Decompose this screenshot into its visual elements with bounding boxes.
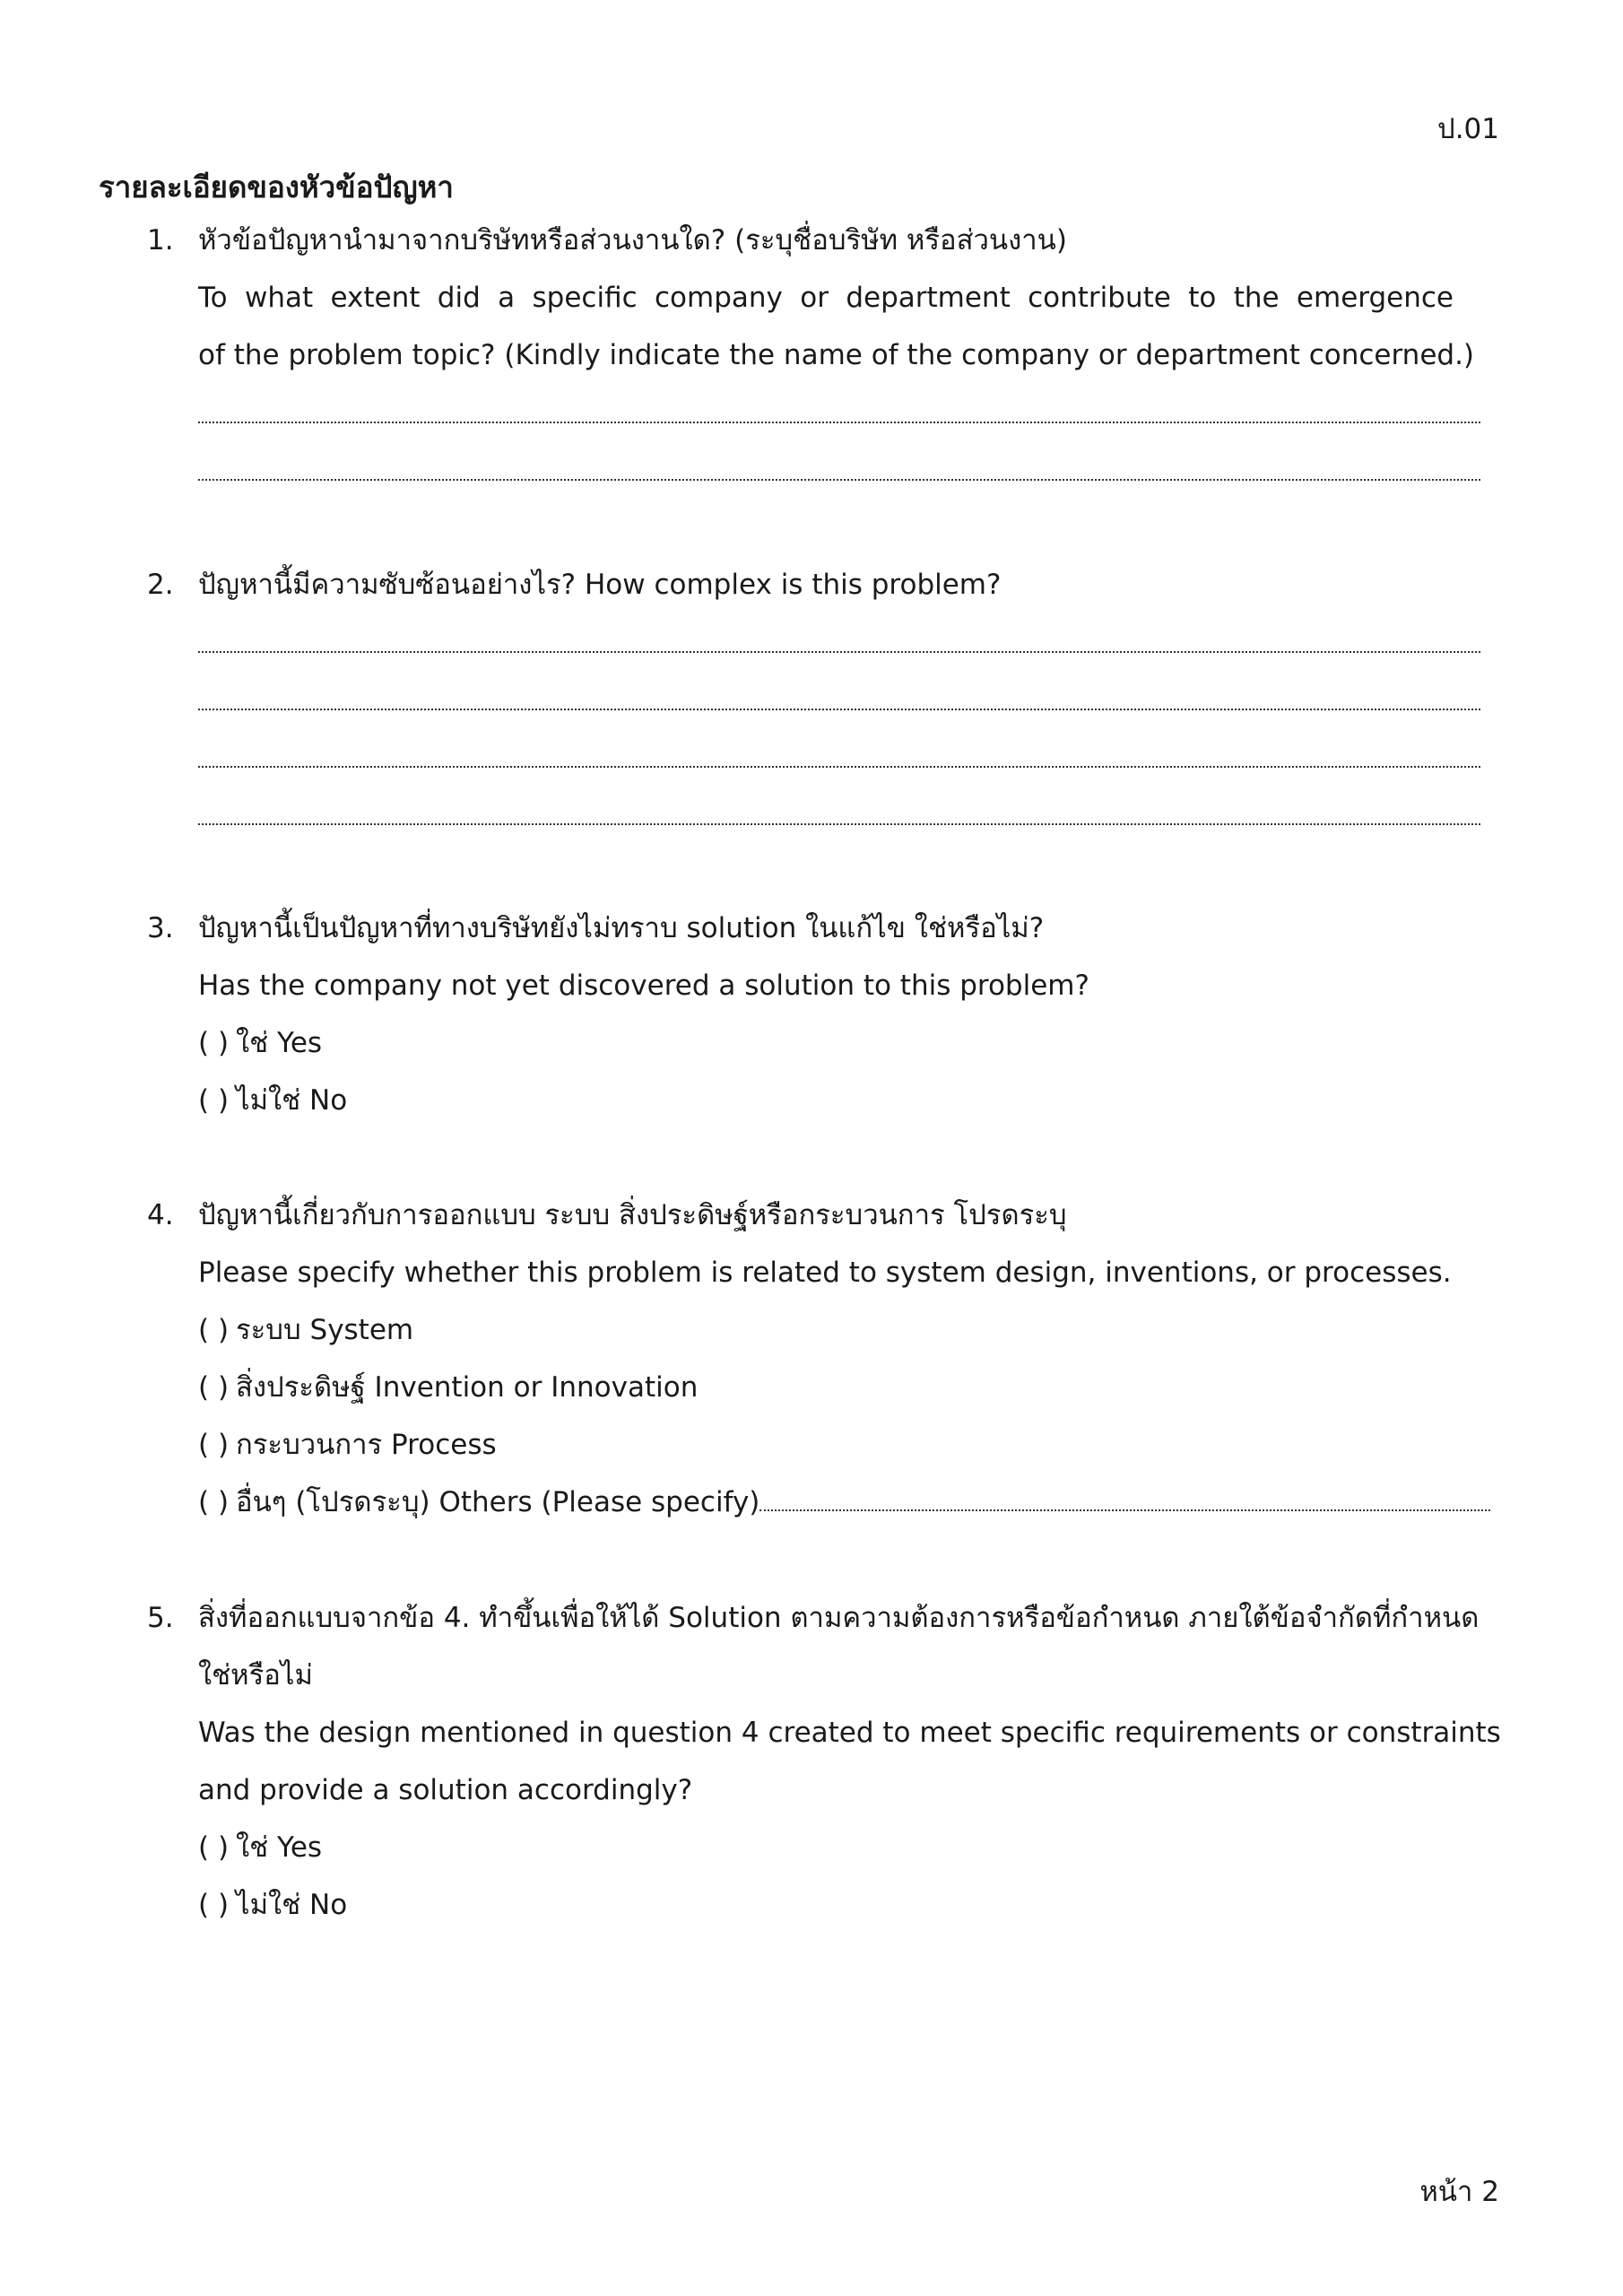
checkbox[interactable]: ( ): [198, 1314, 230, 1346]
question-text-thai: สิ่งที่ออกแบบจากข้อ 4. ทำขึ้นเพื่อให้ได้ Solution ตามความต้องการหรือข้อกำหนด ภายใต้ข้อจำกัดที่กำหนด: [198, 1602, 1480, 1634]
question-text-english: of the problem topic? (Kindly indicate the name of the company or department concerned.): [198, 339, 1475, 371]
option-label: ไม่ใช่ No: [236, 1889, 348, 1921]
checkbox[interactable]: ( ): [198, 1486, 230, 1518]
question-text-english: Was the design mentioned in question 4 created to meet specific requirements or constraints: [198, 1717, 1501, 1749]
question-text-thai: ปัญหานี้เป็นปัญหาที่ทางบริษัทยังไม่ทราบ solution ในแก้ไข ใช่หรือไม่?: [198, 912, 1045, 944]
checkbox[interactable]: ( ): [198, 1027, 230, 1059]
question-number: 3.: [147, 912, 174, 944]
question-number: 4.: [147, 1199, 174, 1231]
option-label: กระบวนการ Process: [236, 1429, 497, 1461]
question-text-english: To what extent did a specific company or department contribute to the emergence: [198, 282, 1454, 314]
checkbox[interactable]: ( ): [198, 1889, 230, 1921]
option-label: ระบบ System: [236, 1314, 414, 1346]
document-code: ป.01: [1437, 113, 1499, 145]
checkbox[interactable]: ( ): [198, 1084, 230, 1117]
answer-line[interactable]: [198, 384, 1480, 441]
option-yes[interactable]: [198, 1014, 1454, 1072]
question-text: ปัญหานี้มีความซับซ้อนอย่างไร? How complex is this problem?: [198, 569, 1002, 601]
option-no[interactable]: [198, 1072, 1454, 1129]
option-label: ไม่ใช่ No: [236, 1084, 348, 1117]
others-specify-field[interactable]: [759, 1484, 1490, 1511]
answer-line[interactable]: [198, 441, 1480, 499]
question-number: 2.: [147, 569, 174, 601]
answer-line[interactable]: [198, 613, 1480, 671]
answer-line[interactable]: [198, 728, 1480, 786]
option-label: สิ่งประดิษฐ์ Invention or Innovation: [236, 1371, 699, 1404]
question-text-english: Please specify whether this problem is related to system design, inventions, or processes.: [198, 1257, 1452, 1289]
answer-line[interactable]: [198, 786, 1480, 843]
page-number: หน้า 2: [1419, 2176, 1499, 2208]
question-text-thai: ใช่หรือไม่: [198, 1659, 313, 1692]
question-text-thai: ปัญหานี้เกี่ยวกับการออกแบบ ระบบ สิ่งประดิษฐ์หรือกระบวนการ โปรดระบุ: [198, 1199, 1067, 1231]
answer-line[interactable]: [198, 671, 1480, 728]
option-system[interactable]: [198, 1301, 1454, 1359]
checkbox[interactable]: ( ): [198, 1831, 230, 1864]
checkbox[interactable]: ( ): [198, 1371, 230, 1404]
option-label: อื่นๆ (โปรดระบุ) Others (Please specify): [236, 1486, 760, 1518]
option-yes[interactable]: [198, 1819, 1454, 1876]
option-process[interactable]: [198, 1416, 1454, 1474]
option-others[interactable]: [198, 1474, 1454, 1531]
option-label: ใช่ Yes: [236, 1831, 323, 1864]
option-invention[interactable]: [198, 1359, 1454, 1416]
option-label: ใช่ Yes: [236, 1027, 323, 1059]
question-text-english: Has the company not yet discovered a solution to this problem?: [198, 970, 1089, 1002]
question-number: 1.: [147, 224, 174, 257]
question-number: 5.: [147, 1602, 174, 1634]
question-text-thai: หัวข้อปัญหานำมาจากบริษัทหรือส่วนงานใด? (ระบุชื่อบริษัท หรือส่วนงาน): [198, 224, 1067, 257]
section-title: รายละเอียดของหัวข้อปัญหา: [99, 170, 454, 204]
checkbox[interactable]: ( ): [198, 1429, 230, 1461]
option-no[interactable]: [198, 1876, 1454, 1934]
question-text-english: and provide a solution accordingly?: [198, 1774, 693, 1806]
